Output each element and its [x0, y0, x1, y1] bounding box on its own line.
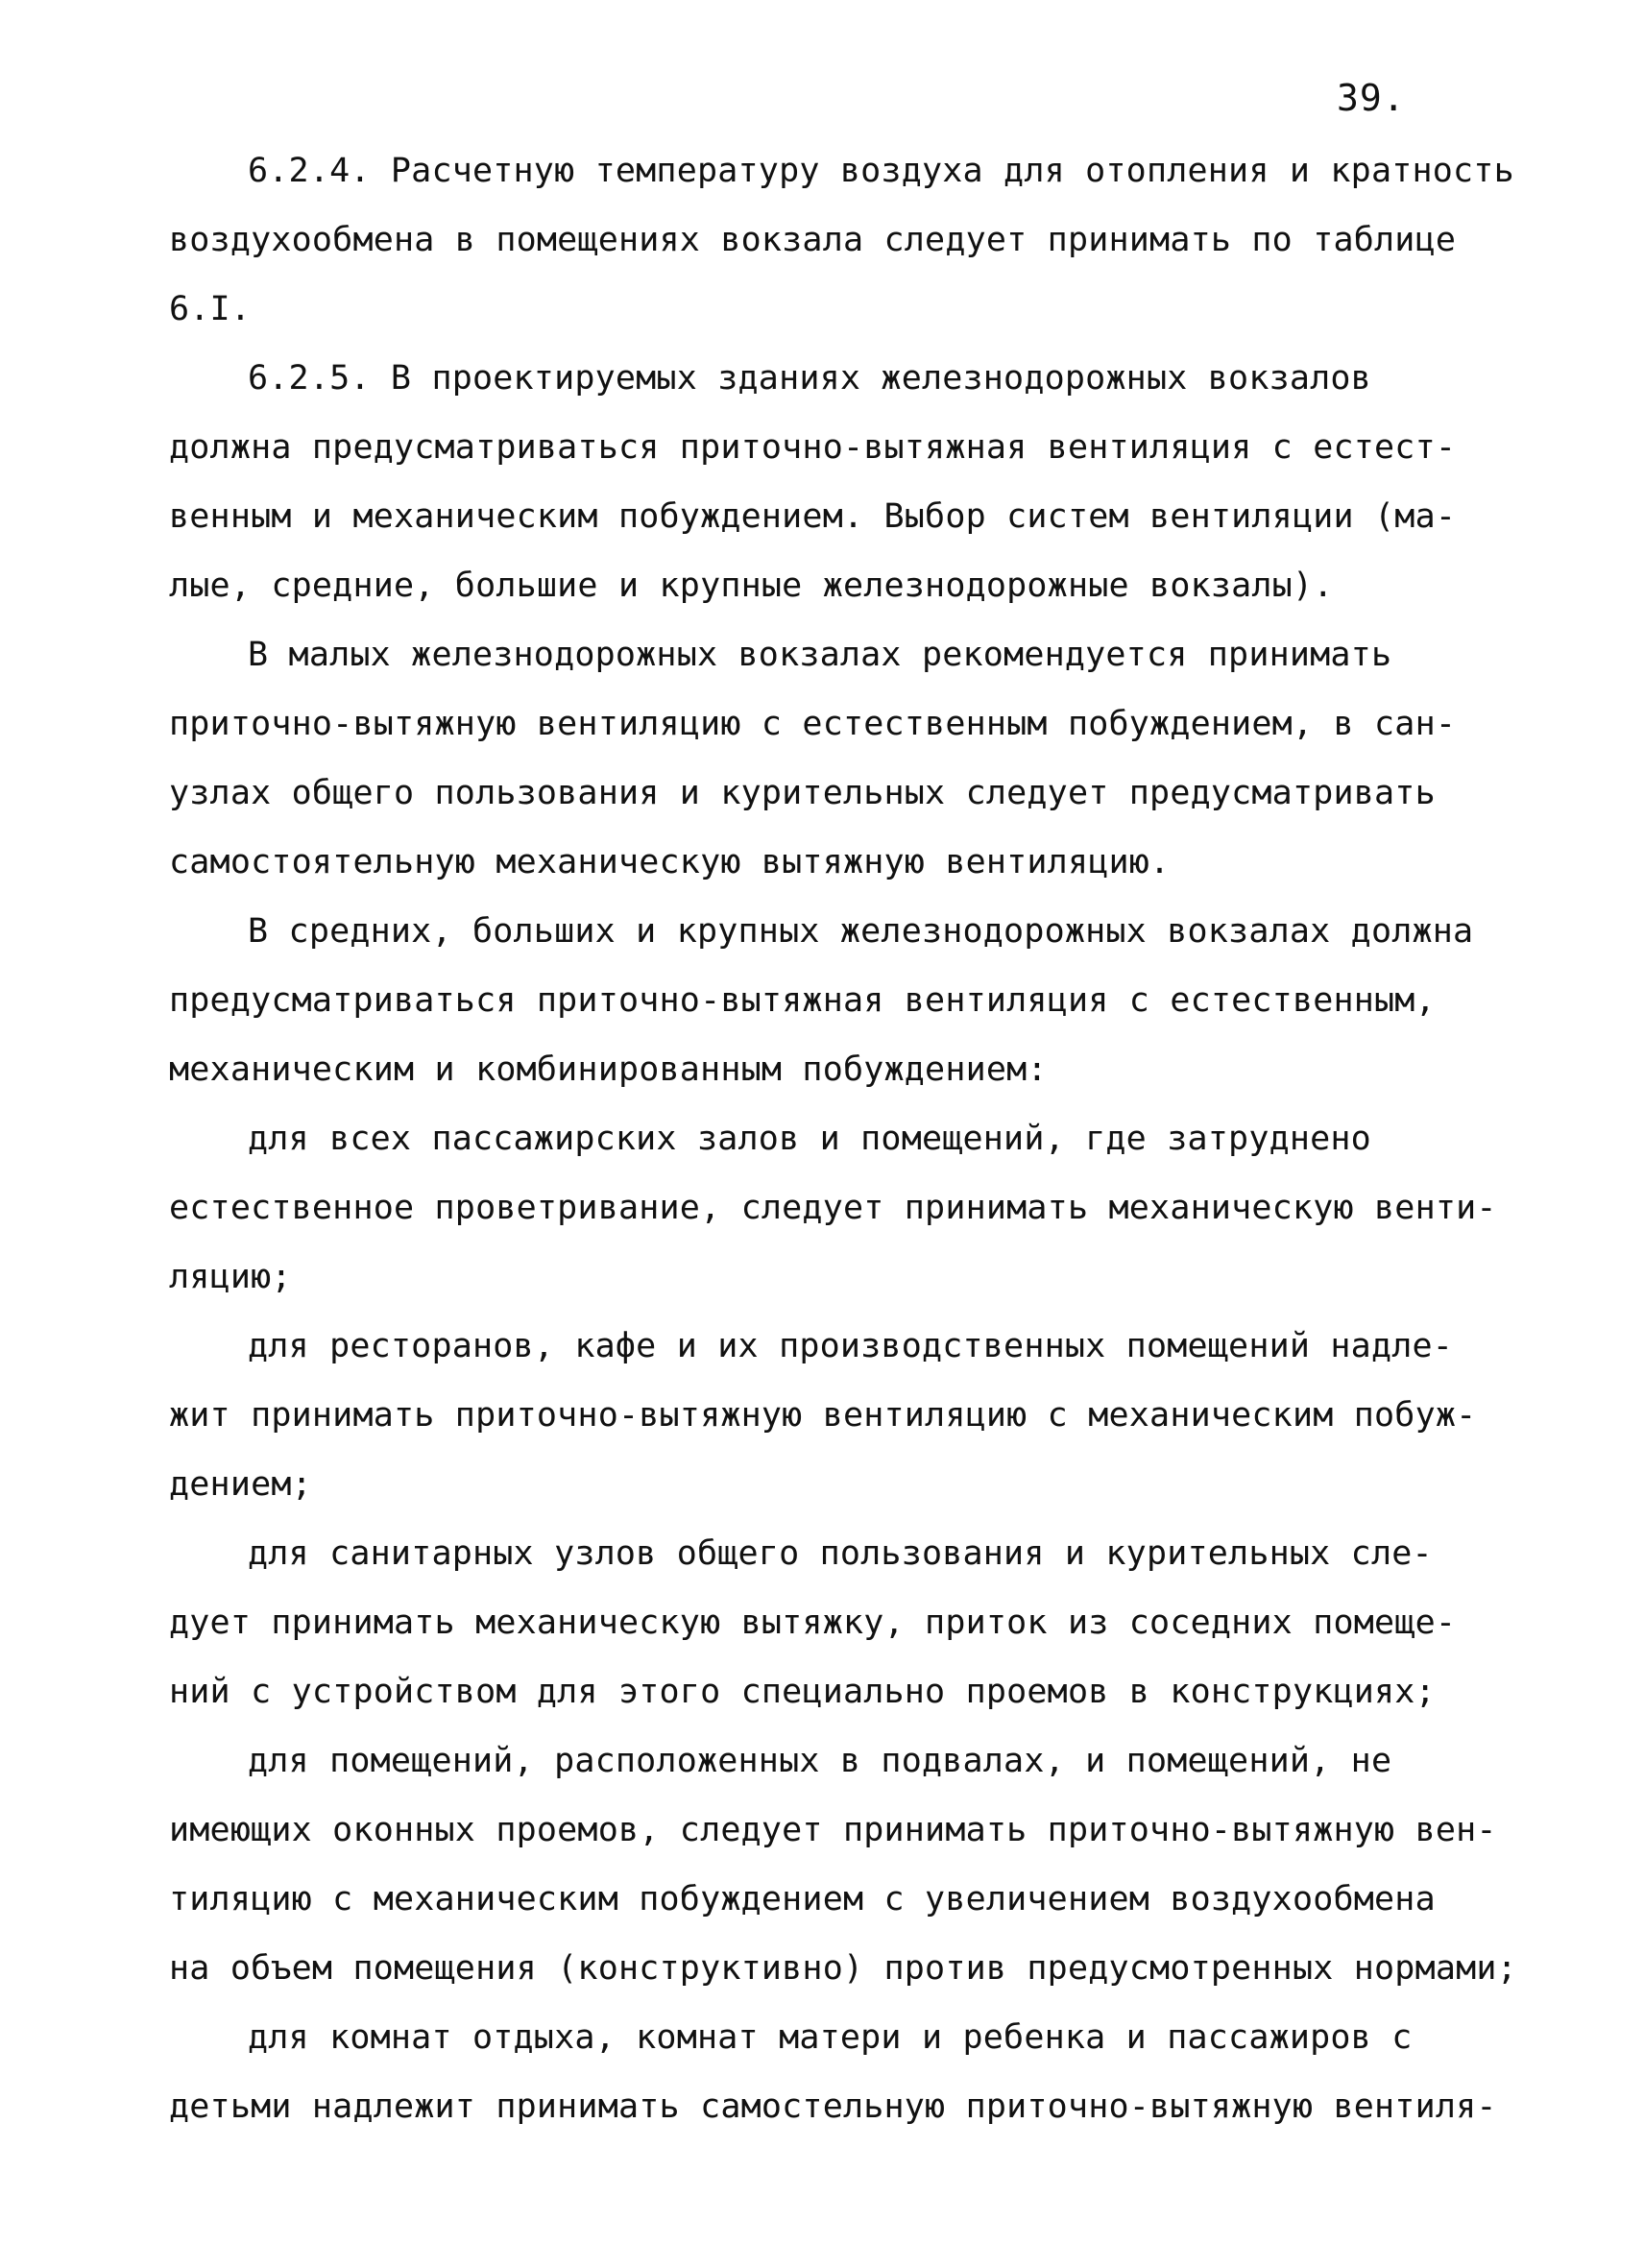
text-line: дением;: [169, 1465, 312, 1504]
text-line: 6.2.5. В проектируемых зданиях железнодорожных вокзалов: [248, 359, 1371, 398]
text-line: для помещений, расположенных в подвалах, и помещений, не: [248, 1742, 1392, 1780]
text-line: В средних, больших и крупных железнодорожных вокзалах должна: [248, 912, 1474, 951]
text-line: венным и механическим побуждением. Выбор систем вентиляции (ма-: [169, 497, 1457, 536]
text-line: ляцию;: [169, 1258, 292, 1296]
text-line: детьми надлежит принимать самостельную приточно-вытяжную вентиля-: [169, 2087, 1497, 2126]
text-line: имеющих оконных проемов, следует принимать приточно-вытяжную вен-: [169, 1811, 1497, 1849]
text-line: механическим и комбинированным побуждением:: [169, 1050, 1048, 1089]
text-line: для комнат отдыха, комнат матери и ребенка и пассажиров с: [248, 2018, 1413, 2057]
text-line: для санитарных узлов общего пользования и курительных сле-: [248, 1534, 1433, 1573]
text-line: на объем помещения (конструктивно) против предусмотренных нормами;: [169, 1949, 1517, 1988]
text-line: для всех пассажирских залов и помещений, где затруднено: [248, 1120, 1371, 1158]
text-line: ний с устройством для этого специально проемов в конструкциях;: [169, 1673, 1436, 1711]
text-line: лые, средние, большие и крупные железнодорожные вокзалы).: [169, 567, 1334, 605]
text-line: 6.2.4. Расчетную температуру воздуха для отопления и кратность: [248, 152, 1514, 190]
text-line: узлах общего пользования и курительных следует предусматривать: [169, 774, 1436, 812]
text-line: предусматриваться приточно-вытяжная вентиляция с естественным,: [169, 981, 1436, 1020]
text-line: естественное проветривание, следует принимать механическую венти-: [169, 1189, 1497, 1227]
text-line: жит принимать приточно-вытяжную вентиляцию с механическим побуж-: [169, 1396, 1477, 1435]
text-line: для ресторанов, кафе и их производственных помещений надле-: [248, 1327, 1454, 1365]
text-line: воздухообмена в помещениях вокзала следует принимать по таблице: [169, 221, 1457, 259]
text-line: должна предусматриваться приточно-вытяжная вентиляция с естест-: [169, 428, 1457, 467]
text-line: приточно-вытяжную вентиляцию с естественным побуждением, в сан-: [169, 705, 1457, 743]
text-line: дует принимать механическую вытяжку, приток из соседних помеще-: [169, 1604, 1457, 1642]
page-number: 39.: [1337, 77, 1406, 119]
body-text: [169, 136, 1517, 2141]
text-line: В малых железнодорожных вокзалах рекомендуется принимать: [248, 636, 1392, 674]
text-line: самостоятельную механическую вытяжную вентиляцию.: [169, 843, 1171, 881]
text-line: 6.I.: [169, 290, 252, 328]
text-line: тиляцию с механическим побуждением с увеличением воздухообмена: [169, 1880, 1436, 1918]
